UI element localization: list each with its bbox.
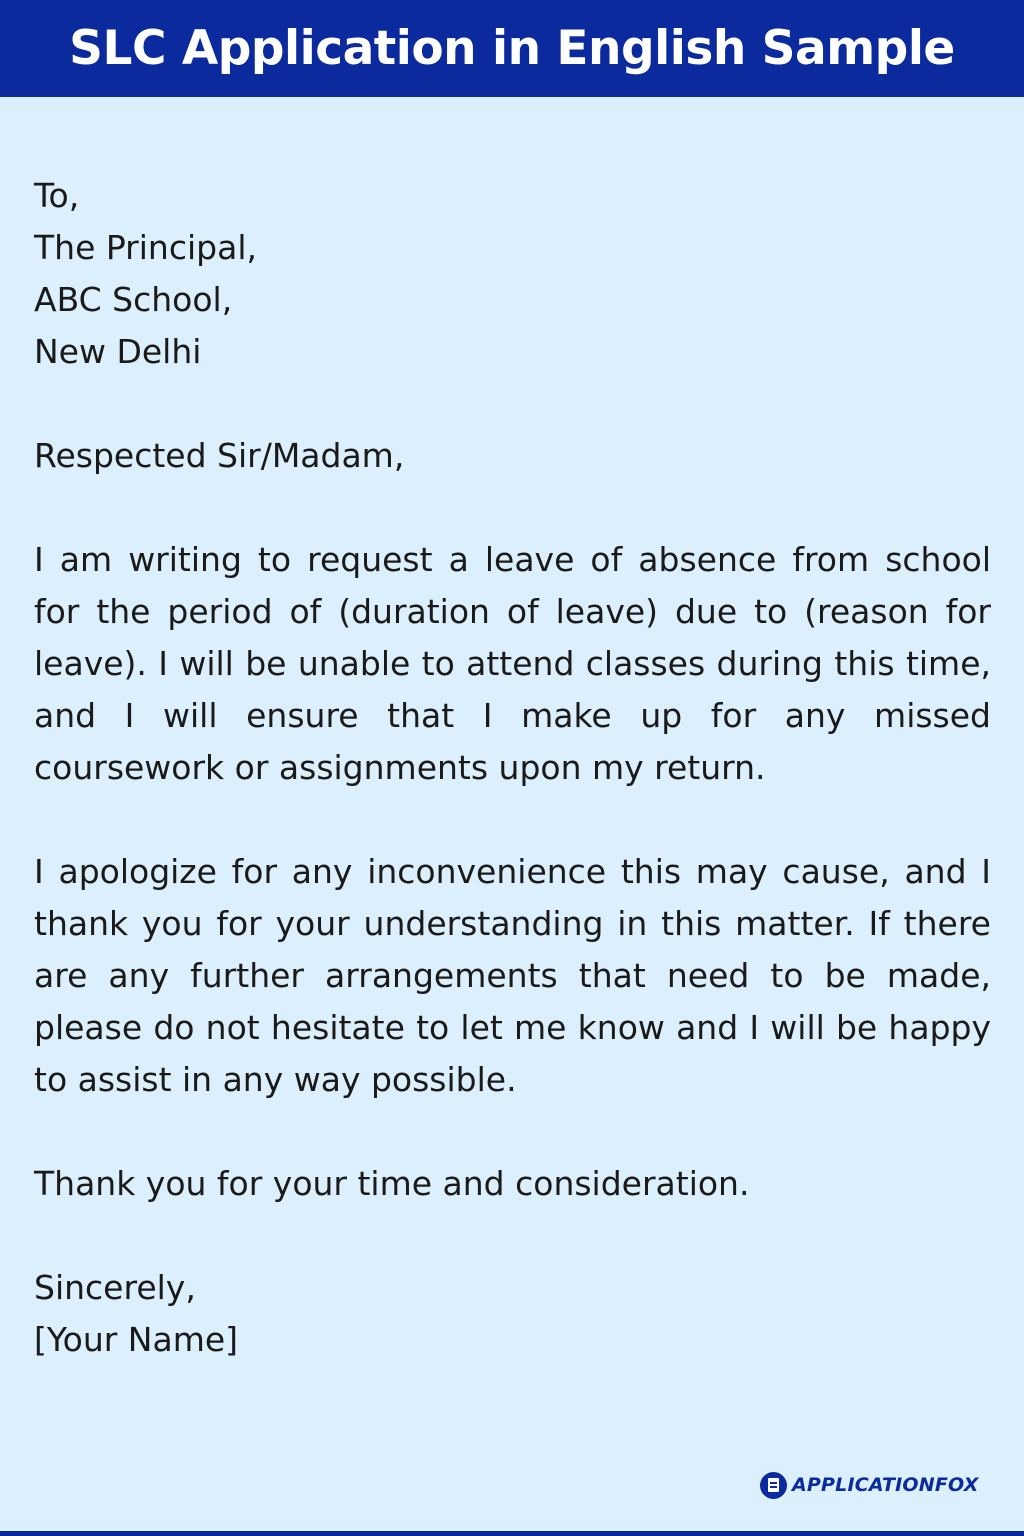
address-line: To, xyxy=(34,176,80,215)
salutation: Respected Sir/Madam, xyxy=(34,436,405,475)
signature: [Your Name] xyxy=(34,1320,239,1359)
letter-body xyxy=(34,170,991,1366)
document-icon xyxy=(760,1472,787,1499)
body-paragraph-2: I apologize for any inconvenience this may cause, and I thank you for your understanding in this matter. If there are any further arrangements that need to be made, please do not hesitate to let me know and I will be happy to assist in any way possible. xyxy=(34,852,991,1099)
closing: Sincerely, xyxy=(34,1268,196,1307)
brand-name: APPLICATIONFOX xyxy=(792,1474,979,1496)
address-line: The Principal, xyxy=(34,228,257,267)
address-line: ABC School, xyxy=(34,280,233,319)
brand-logo xyxy=(760,1470,979,1500)
page-title: SLC Application in English Sample xyxy=(69,21,955,76)
address-line: New Delhi xyxy=(34,332,202,371)
thanks-line: Thank you for your time and consideration. xyxy=(34,1164,750,1203)
body-paragraph-1: I am writing to request a leave of absence from school for the period of (duration of leave) due to (reason for leave). I will be unable to attend classes during this time, and I will ensure that I make up for any missed coursework or assignments upon my return. xyxy=(34,540,991,787)
recipient-address xyxy=(34,170,991,378)
header-banner xyxy=(0,0,1024,97)
footer-bar xyxy=(0,1531,1024,1536)
